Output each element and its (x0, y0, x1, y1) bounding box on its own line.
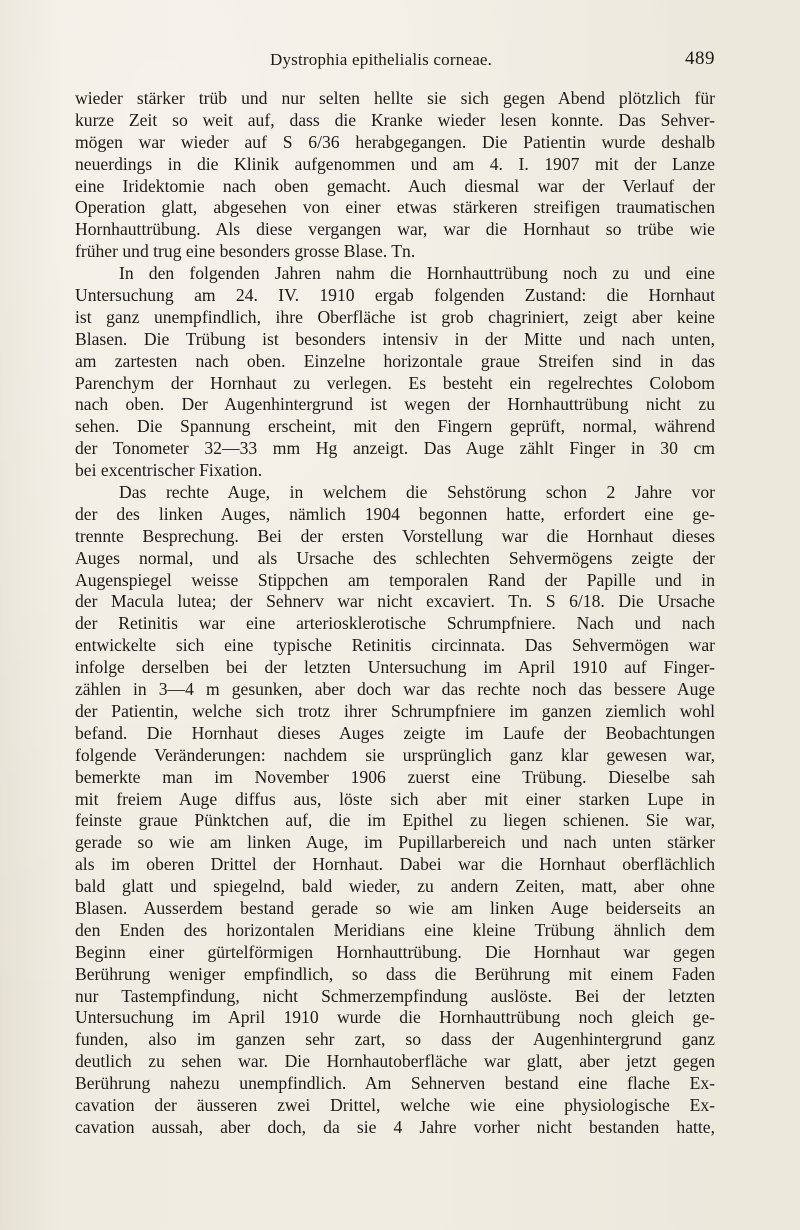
text-line: folgende Veränderungen: nachdem sie ursprünglich ganz klar gewesen war, (75, 744, 715, 765)
text-line: Augenspiegel weisse Stippchen am temporalen Rand der Papille und in (75, 569, 715, 590)
text-line: der des linken Auges, nämlich 1904 begonnen hatte, erfordert eine ge- (75, 503, 715, 524)
page-number: 489 (685, 48, 715, 69)
text-line: Berührung weniger empfindlich, so dass die Berührung mit einem Faden (75, 963, 715, 984)
text-line: der Tonometer 32—33 mm Hg anzeigt. Das Auge zählt Finger in 30 cm (75, 438, 715, 459)
text-line: ist ganz unempfindlich, ihre Oberfläche ist grob chagriniert, zeigt aber keine (75, 306, 715, 327)
text-line: Das rechte Auge, in welchem die Sehstörung schon 2 Jahre vor (119, 482, 715, 503)
text-line: Untersuchung am 24. IV. 1910 ergab folgenden Zustand: die Hornhaut (75, 285, 715, 306)
text-line: nur Tastempfindung, nicht Schmerzempfindung auslöste. Bei der letzten (75, 985, 715, 1006)
text-line: befand. Die Hornhaut dieses Auges zeigte im Laufe der Beobachtungen (75, 722, 715, 743)
text-line: funden, also im ganzen sehr zart, so dass der Augenhintergrund ganz (75, 1029, 715, 1050)
text-line: am zartesten nach oben. Einzelne horizontale graue Streifen sind in das (75, 350, 715, 371)
text-line: Auges normal, und als Ursache des schlechten Sehvermögens zeigte der (75, 547, 715, 568)
text-line: mit freiem Auge diffus aus, löste sich aber mit einer starken Lupe in (75, 788, 715, 809)
running-title: Dystrophia epithelialis corneae. (270, 50, 493, 69)
text-line: als im oberen Drittel der Hornhaut. Dabei war die Hornhaut oberflächlich (75, 854, 715, 875)
text-line: eine Iridektomie nach oben gemacht. Auch diesmal war der Verlauf der (75, 175, 715, 196)
text-line: den Enden des horizontalen Meridians eine kleine Trübung ähnlich dem (75, 919, 715, 940)
text-line: cavation aussah, aber doch, da sie 4 Jahre vorher nicht bestanden hatte, (75, 1116, 715, 1137)
text-line: bald glatt und spiegelnd, bald wieder, zu andern Zeiten, matt, aber ohne (75, 876, 715, 897)
text-line: sehen. Die Spannung erscheint, mit den Fingern geprüft, normal, während (75, 416, 715, 437)
text-line: neuerdings in die Klinik aufgenommen und am 4. I. 1907 mit der Lanze (75, 153, 715, 174)
text-line: bei excentrischer Fixation. (75, 460, 263, 481)
text-line: infolge derselben bei der letzten Untersuchung im April 1910 auf Finger- (75, 657, 715, 678)
text-line: Untersuchung im April 1910 wurde die Hornhauttrübung noch gleich ge- (75, 1007, 715, 1028)
text-line: cavation der äusseren zwei Drittel, welche wie eine physiologische Ex- (75, 1094, 715, 1115)
text-line: entwickelte sich eine typische Retinitis circinnata. Das Sehvermögen war (75, 635, 715, 656)
text-line: Blasen. Die Trübung ist besonders intensiv in der Mitte und nach unten, (75, 328, 715, 349)
text-line: Berührung nahezu unempfindlich. Am Sehnerven bestand eine flache Ex- (75, 1073, 715, 1094)
text-line: der Retinitis war eine arteriosklerotische Schrumpfniere. Nach und nach (75, 613, 715, 634)
text-line: nach oben. Der Augenhintergrund ist wegen der Hornhauttrübung nicht zu (75, 394, 715, 415)
running-head (75, 50, 715, 72)
text-line: früher und trug eine besonders grosse Blase. Tn. (75, 241, 416, 262)
text-line: feinste graue Pünktchen auf, die im Epithel zu liegen schienen. Sie war, (75, 810, 715, 831)
text-line: Operation glatt, abgesehen von einer etwas stärkeren streifigen traumatischen (75, 197, 715, 218)
text-line: Blasen. Ausserdem bestand gerade so wie am linken Auge beiderseits an (75, 897, 715, 918)
text-line: trennte Besprechung. Bei der ersten Vorstellung war die Hornhaut dieses (75, 525, 715, 546)
text-line: der Patientin, welche sich trotz ihrer Schrumpfniere im ganzen ziemlich wohl (75, 700, 715, 721)
text-line: Hornhauttrübung. Als diese vergangen war, war die Hornhaut so trübe wie (75, 219, 715, 240)
text-line: der Macula lutea; der Sehnerv war nicht excaviert. Tn. S 6/18. Die Ursache (75, 591, 715, 612)
text-line: In den folgenden Jahren nahm die Hornhauttrübung noch zu und eine (119, 263, 715, 284)
text-line: bemerkte man im November 1906 zuerst eine Trübung. Dieselbe sah (75, 766, 715, 787)
text-line: Beginn einer gürtelförmigen Hornhauttrübung. Die Hornhaut war gegen (75, 941, 715, 962)
text-line: gerade so wie am linken Auge, im Pupillarbereich und nach unten stärker (75, 832, 715, 853)
body-text (75, 88, 715, 1139)
text-line: Parenchym der Hornhaut zu verlegen. Es besteht ein regelrechtes Colobom (75, 372, 715, 393)
text-line: zählen in 3—4 m gesunken, aber doch war das rechte noch das bessere Auge (75, 679, 715, 700)
text-line: mögen war wieder auf S 6/36 herabgegangen. Die Patientin wurde deshalb (75, 131, 715, 152)
text-line: wieder stärker trüb und nur selten hellte sie sich gegen Abend plötzlich für (75, 88, 715, 108)
text-line: deutlich zu sehen war. Die Hornhautoberfläche war glatt, aber jetzt gegen (75, 1051, 715, 1072)
text-line: kurze Zeit so weit auf, dass die Kranke wieder lesen konnte. Das Sehver- (75, 109, 715, 130)
